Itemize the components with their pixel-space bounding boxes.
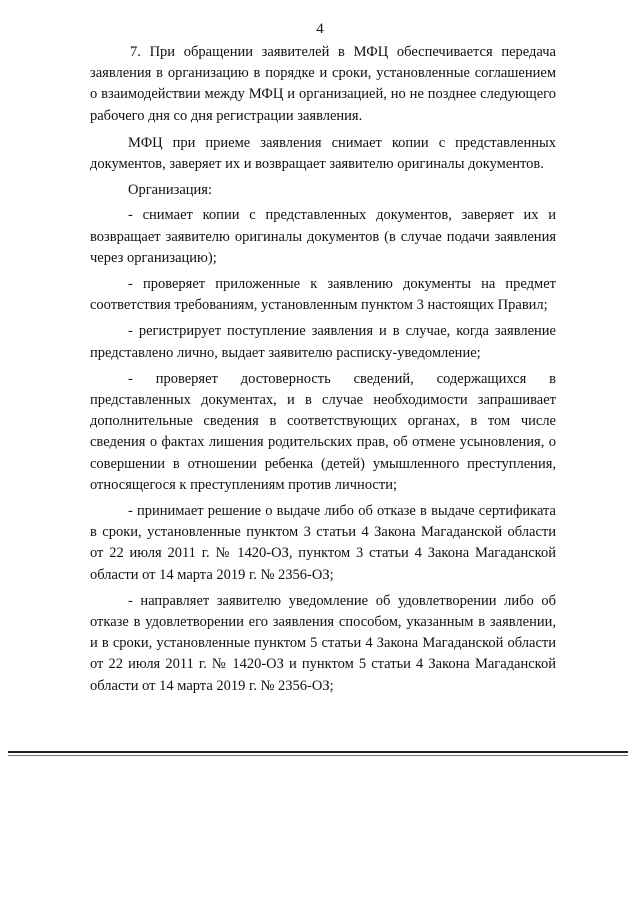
list-item-check-documents: - проверяет приложенные к заявлению документы на предмет соответствия требованиям, установленным пунктом 3 настоящих Правил; bbox=[90, 276, 556, 314]
list-item-copies: - снимает копии с представленных документов, заверяет их и возвращает заявителю оригиналы документов (в случае подачи заявления через организацию); bbox=[90, 207, 556, 266]
footer-divider-thin bbox=[8, 755, 628, 756]
page-number: 4 bbox=[316, 21, 324, 37]
list-item-register: - регистрирует поступление заявления и в случае, когда заявление представлено лично, выдает заявителю расписку-уведомление; bbox=[90, 323, 556, 361]
list-item-decision: - принимает решение о выдаче либо об отказе в выдаче сертификата в сроки, установленные пунктом 3 статьи 4 Закона Магаданской области от 22 июля 2011 г. № 1420-ОЗ, пунктом 3 статьи 4 Закона Магаданской области от 14 марта 2019 г. № 2356-ОЗ; bbox=[90, 503, 556, 583]
list-item-verify: - проверяет достоверность сведений, содержащихся в представленных документах, и в случае необходимости запрашивает дополнительные сведения в соответствующих органах, в том числе сведения о фактах лишения родительских прав, об отмене усыновления, о совершении в отношении ребенка (детей) умышленного преступления, относящегося к преступлениям против личности; bbox=[90, 370, 556, 493]
list-item-notify: - направляет заявителю уведомление об удовлетворении либо об отказе в удовлетворении его заявления способом, указанным в заявлении, и в сроки, установленные пунктом 5 статьи 4 Закона Магаданской области от 22 июля 2011 г. № 1420-ОЗ и пунктом 5 статьи 4 Закона Магаданской области от 14 марта 2019 г. № 2356-ОЗ; bbox=[90, 592, 556, 694]
paragraph-mfc-copies: МФЦ при приеме заявления снимает копии с представленных документов, заверяет их и возвращает заявителю оригиналы документов. bbox=[90, 134, 556, 173]
paragraph-organization-heading: Организация: bbox=[128, 182, 213, 199]
footer-divider bbox=[8, 751, 628, 753]
paragraph-item-7: 7. При обращении заявителей в МФЦ обеспечивается передача заявления в организацию в порядке и сроки, установленные соглашением о взаимодействии между МФЦ и организацией, но не позднее следующего рабочего дня со дня регистрации заявления. bbox=[90, 44, 556, 124]
document-body bbox=[90, 42, 556, 702]
